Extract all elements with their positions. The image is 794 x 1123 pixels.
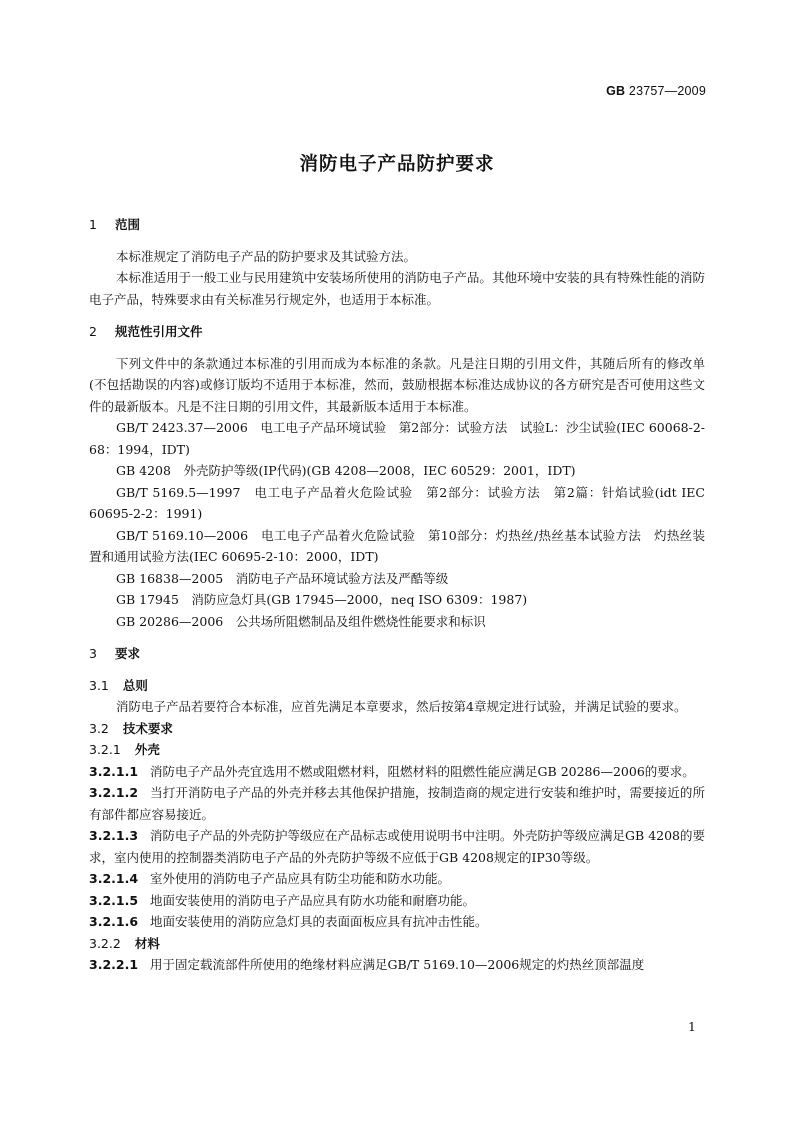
clause xyxy=(89,825,705,868)
clause-text: 用于固定载流部件所使用的绝缘材料应满足GB/T 5169.10—2006规定的灼热丝顶部温度 xyxy=(150,957,645,972)
section-3-heading xyxy=(89,643,705,665)
standard-number: 23757—2009 xyxy=(628,84,706,98)
clause-text: 地面安装使用的消防应急灯具的表面面板应具有抗冲击性能。 xyxy=(150,914,488,929)
paragraph: 本标准规定了消防电子产品的防护要求及其试验方法。 xyxy=(116,248,417,264)
section-number: 1 xyxy=(89,217,97,232)
reference-item: GB 4208 外壳防护等级(IP代码)(GB 4208—2008，IEC 60529：2001，IDT) xyxy=(116,463,576,478)
document-body xyxy=(89,214,705,976)
clause-text: 消防电子产品外壳宜选用不燃或阻燃材料，阻燃材料的阻燃性能应满足GB 20286—2006的要求。 xyxy=(150,763,695,779)
clause xyxy=(89,890,705,912)
reference-item: GB/T 5169.5—1997 电工电子产品着火危险试验 第2部分：试验方法 第2篇：针焰试验(idt IEC 60695-2-2：1991) xyxy=(89,484,705,521)
clause-number: 3.2.1.2 xyxy=(89,785,139,800)
section-2-heading xyxy=(89,321,705,343)
paragraph: 本标准适用于一般工业与民用建筑中安装场所使用的消防电子产品。其他环境中安装的具有特殊性能的消防电子产品，特殊要求由有关标准另行规定外，也适用于本标准。 xyxy=(89,270,705,307)
clause xyxy=(89,868,705,890)
section-title: 要求 xyxy=(115,646,141,661)
section-title: 范围 xyxy=(115,217,141,232)
subsection-heading xyxy=(89,933,705,955)
document-title: 消防电子产品防护要求 xyxy=(299,154,495,175)
section-number: 2 xyxy=(89,324,97,339)
reference-item: GB 16838—2005 消防电子产品环境试验方法及严酷等级 xyxy=(116,570,449,586)
subsection-title: 技术要求 xyxy=(122,720,173,736)
subsection-number: 3.2.2 xyxy=(89,935,121,951)
clause-number: 3.2.1.5 xyxy=(89,892,139,908)
paragraph: 下列文件中的条款通过本标准的引用而成为本标准的条款。凡是注日期的引用文件，其随后所有的修改单(不包括勘误的内容)或修订版均不适用于本标准，然而，鼓励根据本标准达成协议的各方研究是否可使用这些文件的最新版本。凡是不注日期的引用文件，其最新版本适用于本标准。 xyxy=(89,355,705,414)
clause-text: 当打开消防电子产品的外壳并移去其他保护措施，按制造商的规定进行安装和维护时，需要接近的所有部件都应容易接近。 xyxy=(89,785,705,822)
subsection-heading xyxy=(89,718,705,740)
subsection-title: 材料 xyxy=(134,935,160,951)
section-number: 3 xyxy=(89,646,97,661)
clause xyxy=(89,911,705,933)
clause xyxy=(89,954,705,976)
subsection-number: 3.1 xyxy=(89,677,109,693)
clause-text: 消防电子产品的外壳防护等级应在产品标志或使用说明书中注明。外壳防护等级应满足GB 4208的要求，室内使用的控制器类消防电子产品的外壳防护等级不应低于GB 4208规定的IP30等级。 xyxy=(89,828,706,865)
clause-number: 3.2.1.3 xyxy=(89,828,139,843)
reference-item: GB/T 2423.37—2006 电工电子产品环境试验 第2部分：试验方法 试验L：沙尘试验(IEC 60068-2-68：1994，IDT) xyxy=(89,420,705,457)
clause-number: 3.2.1.4 xyxy=(89,871,139,886)
clause-number: 3.2.1.1 xyxy=(89,763,139,779)
subsection-title: 外壳 xyxy=(134,742,160,757)
section-title: 规范性引用文件 xyxy=(115,324,203,339)
standard-code xyxy=(606,84,706,98)
section-1-heading xyxy=(89,214,705,236)
clause xyxy=(89,782,705,825)
reference-item: GB 20286—2006 公共场所阻燃制品及组件燃烧性能要求和标识 xyxy=(116,613,486,629)
clause-text: 地面安装使用的消防电子产品应具有防水功能和耐磨功能。 xyxy=(150,892,476,908)
clause-number: 3.2.2.1 xyxy=(89,957,139,972)
subsection-title: 总则 xyxy=(122,677,148,693)
clause-number: 3.2.1.6 xyxy=(89,914,139,929)
clause-text: 室外使用的消防电子产品应具有防尘功能和防水功能。 xyxy=(150,871,451,886)
page-number: 1 xyxy=(688,1019,696,1034)
standard-prefix: GB xyxy=(606,84,626,98)
reference-item: GB 17945 消防应急灯具(GB 17945—2000，neq ISO 6309：1987) xyxy=(116,592,528,607)
reference-item: GB/T 5169.10—2006 电工电子产品着火危险试验 第10部分：灼热丝/热丝基本试验方法 灼热丝装置和通用试验方法(IEC 60695-2-10：2000，IDT) xyxy=(89,527,705,564)
subsection-heading xyxy=(89,739,705,761)
clause xyxy=(89,761,705,783)
subsection-number: 3.2 xyxy=(89,720,109,736)
subsection-number: 3.2.1 xyxy=(89,742,121,757)
subsection-heading xyxy=(89,675,705,697)
paragraph: 消防电子产品若要符合本标准，应首先满足本章要求，然后按第4章规定进行试验，并满足试验的要求。 xyxy=(116,699,687,714)
